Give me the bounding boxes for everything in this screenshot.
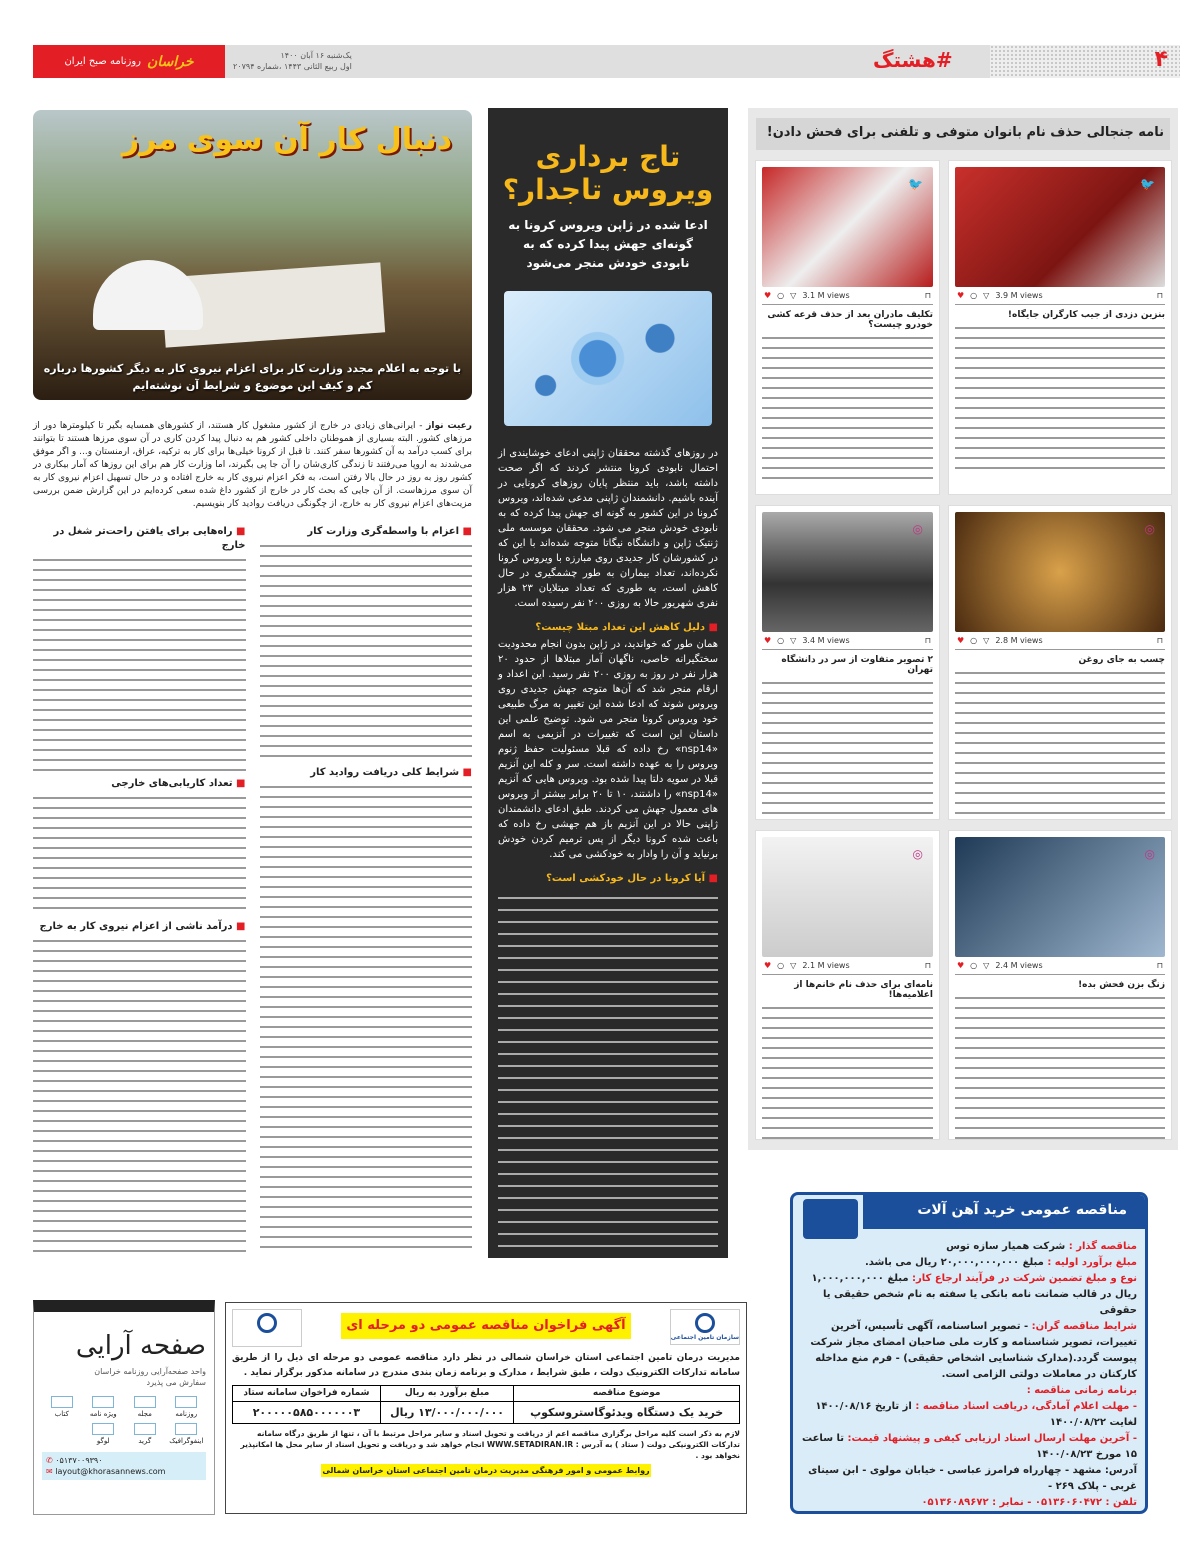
lead-columns xyxy=(33,521,472,1255)
ad-row-label: - آخرین مهلت ارسال اسناد ارزیابی کیفی و پیشنهاد قیمت: xyxy=(847,1433,1137,1444)
post-title: چسب به جای روغن xyxy=(1078,655,1165,665)
views-count: 3.4 M views xyxy=(802,636,850,645)
article-lead: ادعا شده در ژاپن ویروس کرونا به گونه‌ای جهش پیدا کرده که به نابودی خودش منجر می‌شود xyxy=(508,218,708,270)
logo-tagline: روزنامه صبح ایران xyxy=(64,56,142,67)
heart-icon[interactable]: ♥ xyxy=(957,961,965,970)
tamin-tender-ad xyxy=(225,1302,747,1514)
ad-row xyxy=(801,1255,1137,1271)
post-body xyxy=(955,993,1165,1140)
ad-row-value: تا ساعت ۱۵ مورخ ۱۴۰۰/۰۸/۲۳ xyxy=(802,1433,1137,1460)
service-item xyxy=(84,1423,124,1446)
service-label: لوگو xyxy=(96,1437,110,1445)
share-icon[interactable]: ▽ xyxy=(983,961,990,970)
newspaper-logo xyxy=(33,45,225,78)
logo-name: خراسان xyxy=(147,53,194,70)
instagram-icon: ◎ xyxy=(1144,847,1155,861)
issue-date xyxy=(233,50,352,72)
share-icon[interactable]: ▽ xyxy=(983,636,990,645)
article-paragraph-1: در روزهای گذشته محققان ژاپنی ادعای خوشایندی از احتمال نابودی کرونا منتشر کردند که اگر صحت داشته باشد، باید منتظر پایان روزهای کرونایی در آینده باشیم. دانشمندان ژاپنی مدعی شده‌اند، ویروس کرونا در این کشور به گونه ای جهش پیدا کرده که به نابودی خودش منجر می شود. محققان موسسه ملی ژنتیک ژاپن و دانشگاه نیگاتا متوجه شده‌اند با این که در کشورشان کار جدیدی روی مبارزه با ویروس کرونا نکرده‌اند، تعداد بیماران به طور چشمگیری در حال کاهش است، به طوری که تعداد مبتلایان ۲۳ هزار نفری شهریور حالا به روزی ۲۰۰ نفر رسیده است. xyxy=(498,448,719,609)
mail-icon: ✉ xyxy=(46,1467,53,1476)
tamin-note: لازم به ذکر است کلیه مراحل برگزاری مناقصه اعم از دریافت و تحویل اسناد و سایر مراحل مرتبط با آن ، تنها از طریق درگاه سامانه تدارکات الکترونیکی دولت ( ستاد ) به آدرس : WWW.SETADIRAN.IR انجام خواهد شد و دریافت و تحویل اسناد از سایر محل ها امکانپذیر نخواهد بود . xyxy=(240,1429,740,1460)
bookmark-icon[interactable]: ⊓ xyxy=(924,636,931,645)
comment-icon[interactable]: ○ xyxy=(970,961,978,970)
th-subject: موضوع مناقصه xyxy=(514,1386,740,1402)
article-paragraph-2: همان طور که خواندید، در ژاپن بدون انجام محدودیت سختگیرانه خاصی، ناگهان آمار مبتلاها از حدود ۲۰ هزار نفر در روز به روزی ۲۰۰ نفر رسید. این اعداد و ارقام منجر شد که آن‌ها متوجه جهش جدیدی روی ویروس شوند که ادعا شده این تغییر به مرگ طبیعی خود ویروس کرونا منجر می شود. توضیح علمی این داستان این است که تغییرات در آنزیمی به اسم «nsp14» رخ داده که قبلا مسئولیت حفظ ژنوم ویروس را به عهده داشته است. سر و کله این آنزیم قبلا در سویه دلتا پیدا شده بود. ویروس هایی که آنزیم «nsp14» را داشتند، ۱۰ تا ۲۰ برابر بیشتر از ویروس های معمول جهش می کردند. طبق ادعای دانشمندان ژاپنی حالا در این آنزیم باز هم جهشی رخ داده که باعث شده کرونا دیگر از پس ترمیم کردن خودش برنیاید و آن را وادار به خودکشی می کند. xyxy=(498,639,719,860)
subhead-3: ■ شرایط کلی دریافت روادید کار xyxy=(260,766,473,780)
comment-icon[interactable]: ○ xyxy=(970,636,978,645)
photo-hardhat xyxy=(93,260,203,330)
panel-headline: نامه جنجالی حذف نام بانوان متوفی و تلفنی برای فحش دادن! xyxy=(756,118,1170,150)
logo-text: سازمان تامین اجتماعی xyxy=(670,1334,739,1341)
social-post xyxy=(755,505,940,820)
share-icon[interactable]: ▽ xyxy=(790,961,797,970)
subhead-2: ■ راه‌هایی برای یافتن راحت‌تر شغل در خارج xyxy=(33,525,246,553)
page-header xyxy=(33,45,1180,78)
layout-title: صفحه آرایی xyxy=(75,1331,206,1361)
ad-row xyxy=(801,1239,1137,1255)
views-count: 2.4 M views xyxy=(995,961,1043,970)
lead-intro: رعیت نواز - ایرانی‌های زیادی در خارج از کشور مشغول کار هستند، از کشورهای همسایه بگیر تا کیلومترها دور از مرزهای کشور. البته بسیاری از هموطنان داخلی کشور هم به دنبال پیدا کردن کاری در آن سوی مرزها هستند تا بتوانند برای کسب درآمد به آن کشورها سفر کنند. تا قبل از کرونا خیلی‌ها برای کار به ترکیه، عراق، ارمنستان و... و اگر موفق می‌شدند به اروپا می‌رفتند تا زندگی کاری‌شان را آن جا پی بگیرند، اما وزارت کار هم برای این روزها که آمار بیکاری در کشور روز به روز در حال بالا رفتن است، به فکر اعزام نیروی کار به خارج افتاده و در حال تسهیل اعزام نیروی کار به آن سوی مرزهاست. از آن جایی که بحث کار در خارج از کشور داغ شده سعی کرده‌ایم در این گزارش ضمن بررسی مزیت‌های اعزام نیروی کار به خارج، از چگونگی دریافت روادید کار بنویسیم. xyxy=(33,421,472,509)
ad-row xyxy=(801,1319,1137,1383)
iron-tender-ad xyxy=(790,1192,1148,1514)
views-count: 3.9 M views xyxy=(995,291,1043,300)
social-post xyxy=(948,160,1172,495)
post-image xyxy=(762,167,933,287)
lead-photo xyxy=(33,110,472,400)
post-title: نامه‌ای برای حذف نام خانم‌ها از اعلامیه‌ها! xyxy=(794,980,933,1000)
ad-row-label: برنامه زمانی مناقصه : xyxy=(1026,1385,1137,1396)
service-icon xyxy=(134,1423,156,1435)
ad-row xyxy=(801,1271,1137,1319)
date-line-1: یک‌شنبه ۱۶ آبان ۱۴۰۰ xyxy=(280,51,352,60)
comment-icon[interactable]: ○ xyxy=(777,636,785,645)
page-number-box xyxy=(990,45,1180,78)
service-item xyxy=(42,1396,82,1419)
service-label: کتاب xyxy=(54,1410,69,1418)
service-icon xyxy=(175,1396,197,1408)
left-col-a xyxy=(260,521,473,1255)
ad-row-label: شرایط مناقصه گران: xyxy=(1031,1321,1137,1332)
twitter-icon: 🐦 xyxy=(908,177,923,191)
text-block xyxy=(33,936,246,1255)
heart-icon[interactable]: ♥ xyxy=(957,291,965,300)
th-number: شماره فراخوان سامانه ستاد xyxy=(233,1386,381,1402)
corona-article xyxy=(488,108,728,1258)
phone-icon: ✆ xyxy=(46,1456,53,1465)
text-block xyxy=(33,793,246,915)
byline: رعیت نواز xyxy=(426,421,472,431)
article-body-continued xyxy=(498,892,718,1248)
subhead-1: ■ اعزام با واسطه‌گری وزارت کار xyxy=(260,525,473,539)
comment-icon[interactable]: ○ xyxy=(777,961,785,970)
text-block xyxy=(260,541,473,762)
section-title: #هشتگ xyxy=(873,48,953,72)
post-title: بنزین دزدی از جیب کارگران جایگاه! xyxy=(1007,310,1165,320)
ad-row-label: - مهلت اعلام آمادگی، دریافت اسناد مناقصه : xyxy=(915,1401,1137,1412)
views-count: 2.8 M views xyxy=(995,636,1043,645)
ad-row-label: مناقصه گذار : xyxy=(1068,1241,1137,1252)
heart-icon[interactable]: ♥ xyxy=(764,636,772,645)
virus-image xyxy=(504,291,712,426)
ad-row xyxy=(801,1383,1137,1399)
th-amount: مبلغ برآورد به ریال xyxy=(380,1386,514,1402)
ad-row-label: نوع و مبلغ تضمین شرکت در فرآیند ارجاع کار: xyxy=(912,1273,1137,1284)
instagram-icon: ◎ xyxy=(1144,522,1155,536)
tamin-logo-left xyxy=(232,1309,302,1347)
share-icon[interactable]: ▽ xyxy=(983,291,990,300)
comment-icon[interactable]: ○ xyxy=(777,291,785,300)
post-body xyxy=(955,323,1165,473)
service-item xyxy=(125,1423,165,1446)
service-icon xyxy=(51,1396,73,1408)
post-title: زنگ بزن فحش بده! xyxy=(1078,980,1165,990)
date-line-2: اول ربیع الثانی ۱۴۴۳ ،شماره ۲۰۷۹۴ xyxy=(233,62,352,71)
lead-headline: دنبال کار آن سوی مرز xyxy=(121,122,452,157)
ad-row-value: از تاریخ ۱۴۰۰/۰۸/۱۶ لغایت ۱۴۰۰/۰۸/۲۲ xyxy=(815,1401,1137,1428)
text-block xyxy=(260,782,473,1255)
bookmark-icon[interactable]: ⊓ xyxy=(1156,636,1163,645)
tamin-title: آگهی فراخوان مناقصه عمومی دو مرحله ای xyxy=(341,1313,631,1339)
layout-service-ad xyxy=(33,1300,215,1515)
subhead-5: ■ درآمد ناشی از اعزام نیروی کار به خارج xyxy=(33,920,246,934)
service-icon xyxy=(175,1423,197,1435)
post-body xyxy=(762,333,933,483)
post-title: ۲ تصویر متفاوت از سر در دانشگاه تهران xyxy=(781,655,933,675)
social-post xyxy=(755,160,940,495)
ad-row-label: مبلغ برآورد اولیه : xyxy=(1047,1257,1137,1268)
bookmark-icon[interactable]: ⊓ xyxy=(1156,291,1163,300)
service-icon xyxy=(92,1396,114,1408)
service-item xyxy=(125,1396,165,1419)
twitter-icon: 🐦 xyxy=(1140,177,1155,191)
td-subject: خرید یک دستگاه ویدئوگاستروسکوپ xyxy=(514,1402,740,1424)
td-number: ۲۰۰۰۰۰۵۸۵۰۰۰۰۰۰۳ xyxy=(233,1402,381,1424)
post-title: تکلیف مادران بعد از حذف قرعه کشی خودرو چیست؟ xyxy=(767,310,933,330)
heart-icon[interactable]: ♥ xyxy=(764,961,772,970)
ad-row-value: شرکت همیار سازه توس xyxy=(946,1241,1066,1252)
contact-box xyxy=(42,1452,206,1480)
post-image xyxy=(762,512,933,632)
text-block xyxy=(33,555,246,773)
layout-email[interactable]: layout@khorasannews.com xyxy=(55,1467,166,1476)
views-count: 3.1 M views xyxy=(802,291,850,300)
intro-text: ایرانی‌های زیادی در خارج از کشور مشغول کار هستند، از کشورهای همسایه بگیر تا کیلومترها دور از مرزهای کشور. البته بسیاری از هموطنان داخلی کشور هم به دنبال پیدا کردن کاری در آن سوی مرزها هستند تا بتوانند برای کسب درآمد به آن کشورها سفر کنند. تا قبل از کرونا خیلی‌ها برای کار به ترکیه، عراق، ارمنستان و... و اگر موفق می‌شدند به اروپا می‌رفتند تا زندگی کاری‌شان را آن جا پی بگیرند، اما وزارت کار هم برای این روزها که آمار بیکاری در کشور روز به روز در حال بالا رفتن است، به فکر اعزام نیروی کار به خارج افتاده و در حال تسهیل اعزام نیروی کار به آن سوی مرزهاست. از آن جایی که بحث کار در خارج از کشور داغ شده سعی کرده‌ایم در این گزارش ضمن بررسی مزیت‌های اعزام نیروی کار به خارج، از چگونگی دریافت روادید کار بنویسیم. xyxy=(33,421,472,509)
social-post xyxy=(755,830,940,1140)
page-number: ۴ xyxy=(1154,47,1168,72)
bookmark-icon[interactable]: ⊓ xyxy=(924,291,931,300)
layout-desc: واحد صفحه‌آرایی روزنامه خراسان سفارش می پذیرد xyxy=(94,1367,206,1387)
lead-article-body xyxy=(33,420,472,1255)
subheading-2: ■ آیا کرونا در حال خودکشی است؟ xyxy=(498,872,718,886)
social-post xyxy=(948,830,1172,1140)
left-col-b xyxy=(33,521,246,1255)
article-title-2: ویروس تاجدار؟ xyxy=(502,173,714,206)
post-body xyxy=(762,1003,933,1140)
post-image xyxy=(955,837,1165,957)
ad-title: مناقصه عمومی خرید آهن آلات xyxy=(863,1195,1145,1229)
post-body xyxy=(762,678,933,820)
service-label: اینفوگرافیک xyxy=(169,1437,204,1445)
ad-row xyxy=(801,1431,1137,1463)
ad-row xyxy=(801,1399,1137,1431)
share-icon[interactable]: ▽ xyxy=(790,636,797,645)
tamin-table xyxy=(232,1385,740,1424)
comment-icon[interactable]: ○ xyxy=(970,291,978,300)
ad-phone: تلفن : ۰۵۱۳۶۰۶۰۴۷۲ - نمابر : ۰۵۱۳۶۰۸۹۶۷۲ xyxy=(921,1497,1137,1508)
views-count: 2.1 M views xyxy=(802,961,850,970)
share-icon[interactable]: ▽ xyxy=(790,291,797,300)
service-item xyxy=(84,1396,124,1419)
ad-row-value: مبلغ ۲۰,۰۰۰,۰۰۰,۰۰۰ ریال می باشد. xyxy=(864,1257,1044,1268)
social-post xyxy=(948,505,1172,820)
bookmark-icon[interactable]: ⊓ xyxy=(1156,961,1163,970)
service-icon xyxy=(134,1396,156,1408)
service-item xyxy=(167,1396,207,1419)
ad-row-value: - تصویر اساسنامه، آگهی تأسیس، آخرین تغییرات، تصویر شناسنامه و کارت ملی صاحبان امضای مجاز شرکت پیوست گردد.(مدارک شناسایی اشخاص حقیقی) - فرم منع مداخله کارکنان در معاملات دولتی الزامی است. xyxy=(810,1321,1137,1380)
subheading-1: ■ دلیل کاهش این تعداد مبتلا چیست؟ xyxy=(498,621,718,635)
instagram-icon: ◎ xyxy=(912,847,923,861)
service-icon xyxy=(92,1423,114,1435)
tamin-top-row xyxy=(232,1309,740,1347)
post-body xyxy=(955,668,1165,818)
instagram-icon: ◎ xyxy=(912,522,923,536)
subhead-4: ■ تعداد کاریابی‌های خارجی xyxy=(33,777,246,791)
post-image xyxy=(955,512,1165,632)
company-logo xyxy=(803,1199,858,1239)
post-image xyxy=(762,837,933,957)
tamin-logo-right xyxy=(670,1309,740,1345)
service-label: روزنامه xyxy=(175,1410,198,1418)
heart-icon[interactable]: ♥ xyxy=(957,636,965,645)
td-amount: ۱۳/۰۰۰/۰۰۰/۰۰۰ ریال xyxy=(380,1402,514,1424)
post-image xyxy=(955,167,1165,287)
tamin-footer: روابط عمومی و امور فرهنگی مدیریت درمان تامین اجتماعی استان خراسان شمالی xyxy=(322,1466,650,1475)
layout-phone: ۰۵۱۳۷۰۰۹۳۹۰ xyxy=(55,1456,103,1465)
service-item xyxy=(167,1423,207,1446)
ad-row-value: مبلغ ۱,۰۰۰,۰۰۰,۰۰۰ ریال در قالب ضمانت نامه بانکی یا سفته به نام شخص حقیقی یا حقوقی xyxy=(811,1273,1137,1316)
service-label: گرید xyxy=(138,1437,152,1445)
heart-icon[interactable]: ♥ xyxy=(764,291,772,300)
bookmark-icon[interactable]: ⊓ xyxy=(924,961,931,970)
service-label: ویژه نامه xyxy=(89,1410,117,1418)
tamin-intro: مدیریت درمان تامین اجتماعی استان خراسان شمالی در نظر دارد مناقصه عمومی دو مرحله ای ذیل را از طریق سامانه تدارکات الکترونیک دولت ، طبق شرایط ، مدارک و برنامه زمان بندی مندرج در سامانه مذکور برگزار نماید . xyxy=(232,1353,740,1378)
article-title-1: تاج برداری xyxy=(535,140,681,173)
service-label: مجله xyxy=(137,1410,152,1418)
ad-address: آدرس: مشهد - چهارراه فرامرز عباسی - خیابان مولوی - ابن سینای غربی - پلاک ۲۶۹ - xyxy=(808,1465,1137,1492)
photo-caption: با توجه به اعلام مجدد وزارت کار برای اعزام نیروی کار به دیگر کشورها درباره کم و کیف این موضوع و شرایط آن نوشته‌ایم xyxy=(43,362,462,392)
